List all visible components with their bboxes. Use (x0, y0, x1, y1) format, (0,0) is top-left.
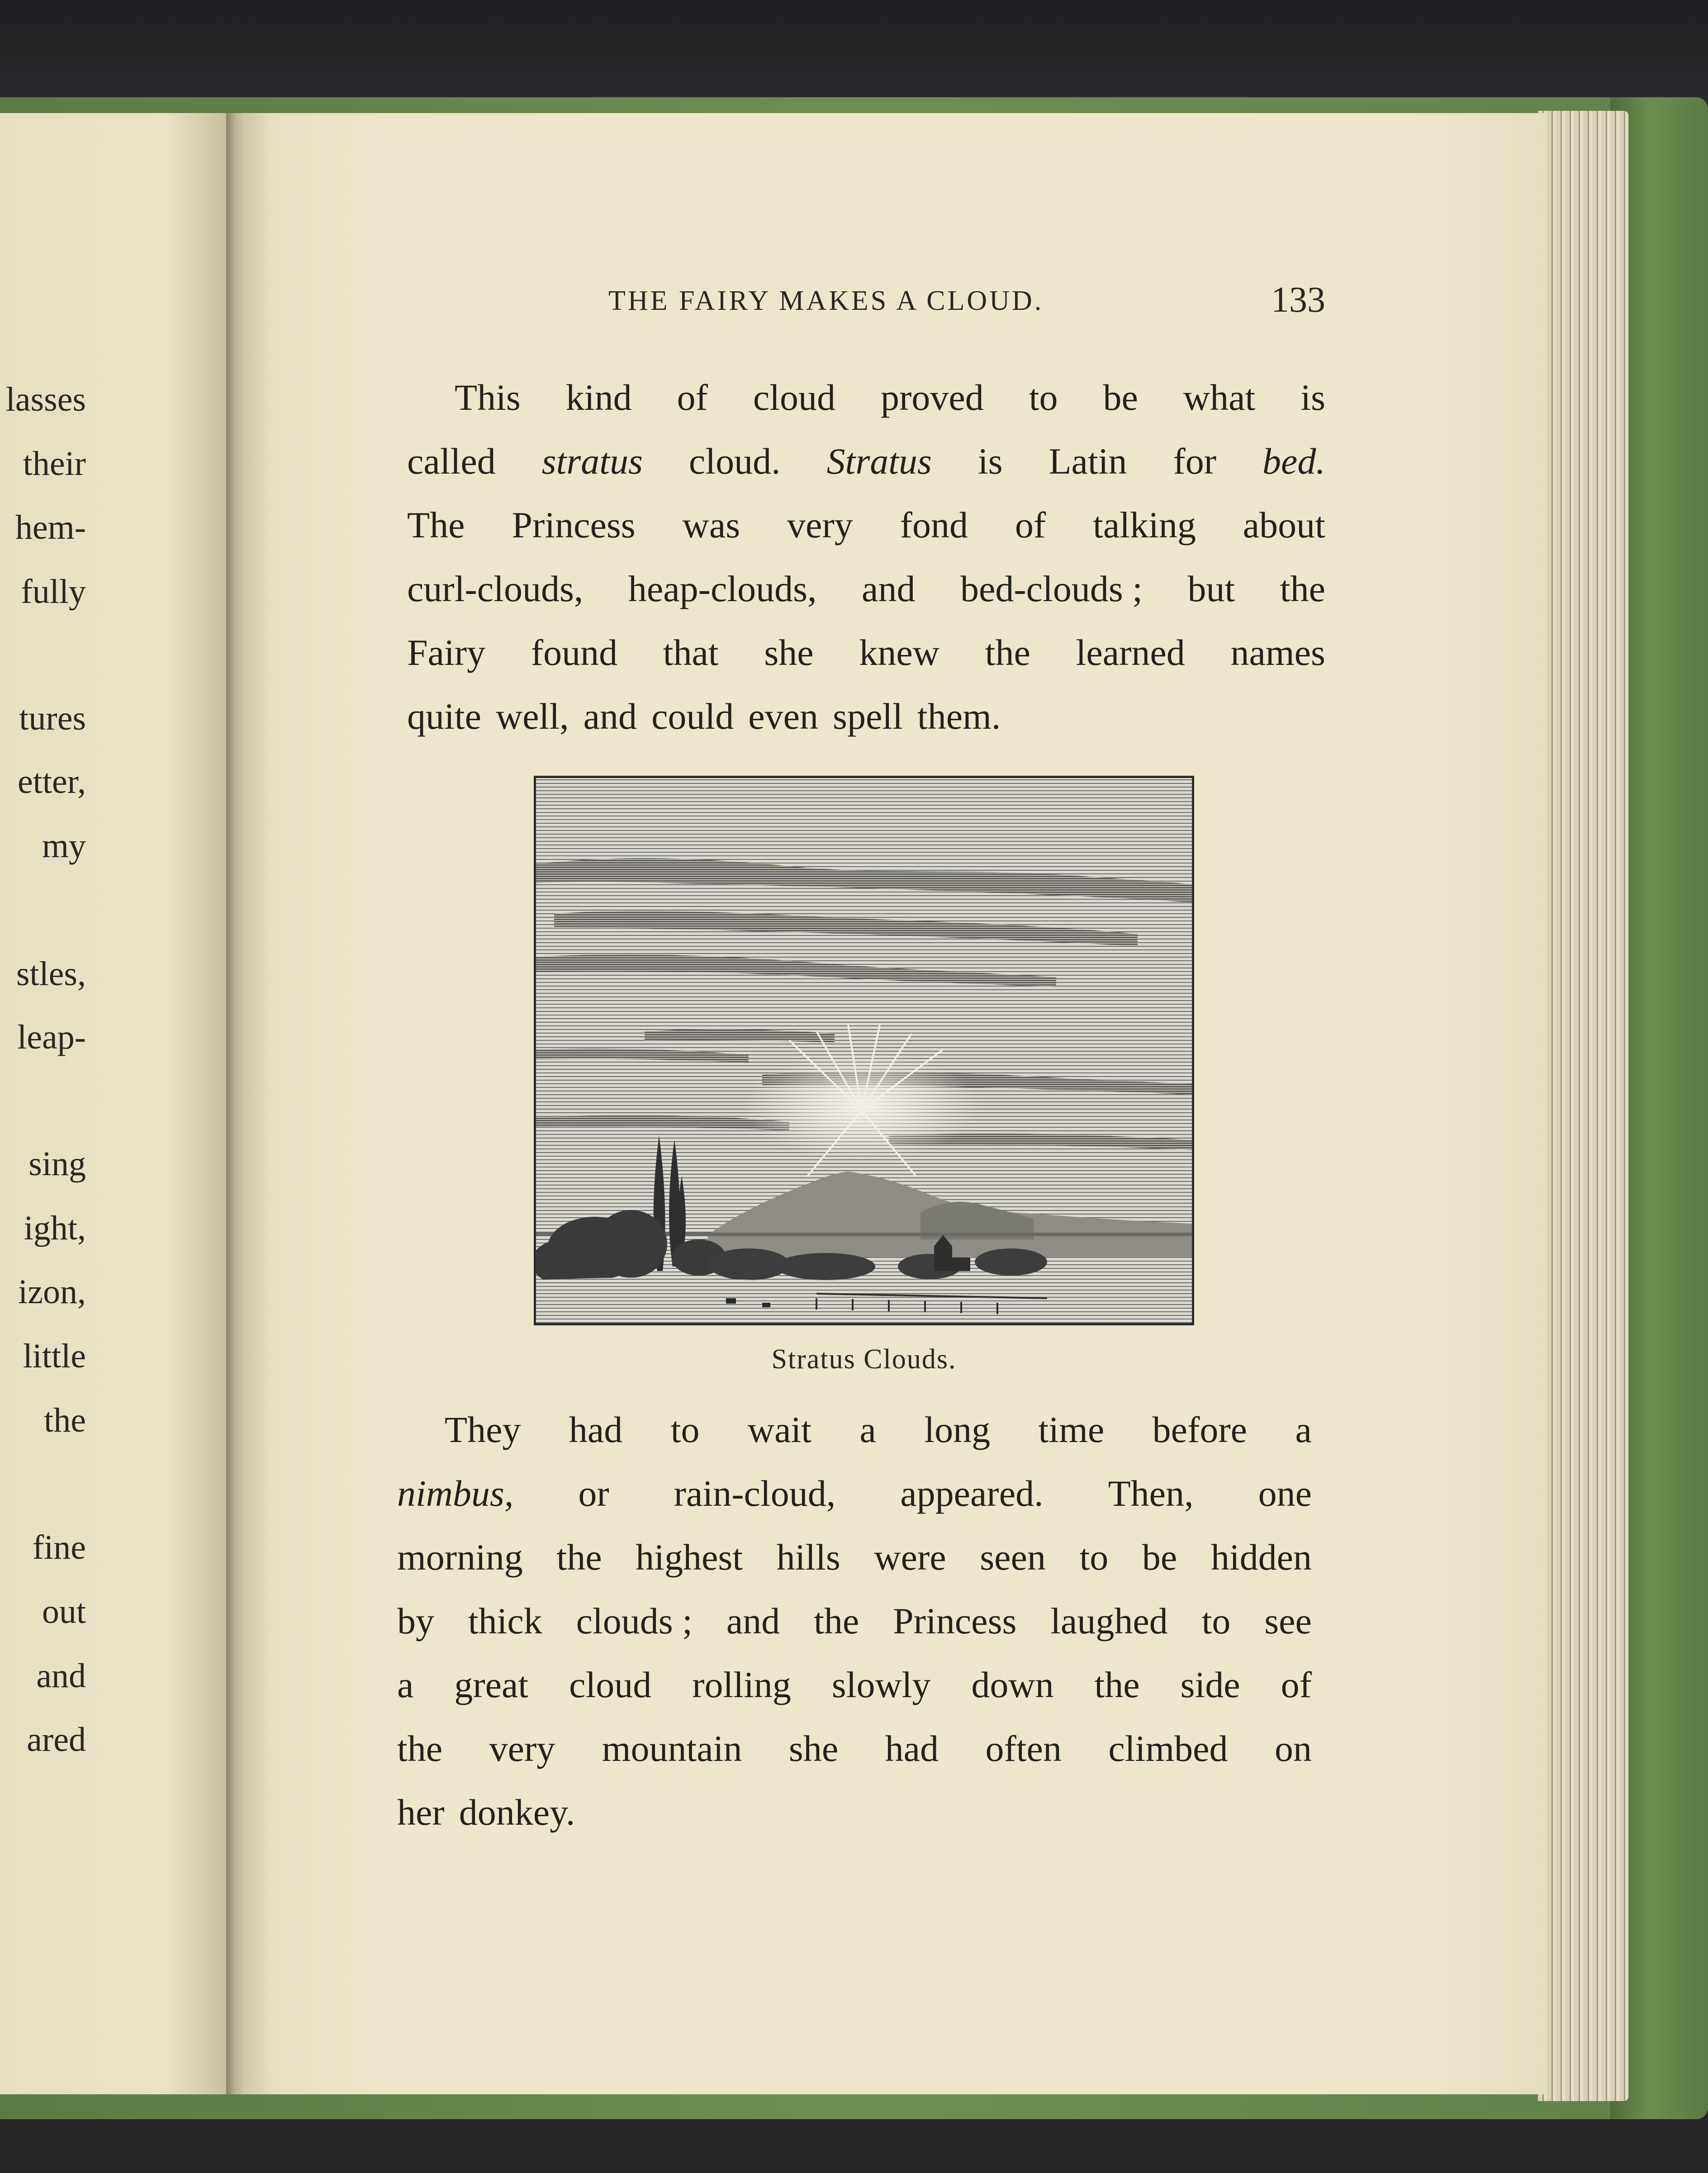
word: learned (1076, 632, 1185, 673)
italic-word: Stratus (826, 441, 932, 482)
text-line (397, 1398, 1312, 1461)
word: bed-clouds ; (960, 568, 1143, 609)
word: talking (1093, 504, 1196, 546)
word: before (1152, 1409, 1248, 1450)
left-line-fragment: out (42, 1593, 86, 1631)
word: was (682, 504, 740, 546)
word: knew (859, 632, 939, 673)
left-line-fragment: hem- (15, 508, 86, 546)
left-line-fragment: lasses (5, 380, 86, 418)
word: curl-clouds, (407, 568, 584, 609)
word: The (407, 504, 465, 546)
word: what (1183, 377, 1256, 418)
word: often (985, 1728, 1062, 1769)
word: names (1230, 632, 1325, 673)
left-line-fragment: my (42, 827, 86, 865)
word: the (556, 1537, 602, 1578)
left-line-fragment: tures (19, 699, 86, 737)
word: that (663, 632, 719, 673)
word: be (1103, 377, 1138, 418)
word: her (397, 1792, 445, 1833)
word: she (764, 632, 814, 673)
word: to (1201, 1600, 1231, 1642)
word: Fairy (407, 632, 486, 673)
word: a (1295, 1409, 1312, 1450)
word: rain-cloud, (674, 1473, 836, 1514)
word: cloud (753, 377, 836, 418)
word: down (971, 1664, 1054, 1705)
word: the (814, 1600, 859, 1642)
word: wait (747, 1409, 812, 1450)
paragraph-2 (397, 1398, 1312, 1844)
word: mountain (602, 1728, 742, 1769)
word: kind (565, 377, 632, 418)
word: morning (397, 1537, 523, 1578)
word: to (1079, 1537, 1109, 1578)
word: and (726, 1600, 780, 1642)
word: the (1280, 568, 1325, 609)
word: and (583, 696, 637, 737)
word: even (748, 696, 819, 737)
left-line-fragment: their (23, 445, 86, 483)
left-line-fragment: ared (27, 1721, 86, 1759)
word: They (445, 1409, 521, 1450)
left-line-fragment: little (23, 1337, 86, 1375)
word: to (670, 1409, 700, 1450)
word: hills (776, 1537, 840, 1578)
word: a (859, 1409, 876, 1450)
word: rolling (692, 1664, 791, 1705)
word: proved (881, 377, 984, 418)
word: clouds ; (576, 1600, 693, 1642)
left-line-fragment: fully (21, 573, 86, 611)
word: This (455, 377, 521, 418)
word: of (1015, 504, 1046, 546)
word: about (1243, 504, 1325, 546)
word: laughed (1050, 1600, 1168, 1642)
word: great (454, 1664, 529, 1705)
word: see (1264, 1600, 1312, 1642)
italic-word: stratus (541, 441, 643, 482)
text-line (407, 365, 1325, 429)
text-line (397, 1589, 1312, 1653)
word: is (1300, 377, 1325, 418)
word: be (1142, 1537, 1177, 1578)
engraving-drawing (536, 778, 1192, 1323)
word: long (924, 1409, 991, 1450)
left-line-fragment: leap- (17, 1018, 86, 1056)
italic-word: nimbus, (397, 1473, 514, 1514)
word: were (874, 1537, 946, 1578)
left-line-fragment: izon, (18, 1273, 86, 1311)
text-line (407, 621, 1325, 684)
page-number: 133 (1271, 280, 1325, 320)
word: the (985, 632, 1030, 673)
illustration-caption: Stratus Clouds. (771, 1344, 957, 1375)
left-line-fragment: the (44, 1401, 86, 1439)
word: one (1258, 1473, 1312, 1514)
word: could (651, 696, 734, 737)
word: well, (495, 696, 569, 737)
word: cloud. (688, 441, 781, 482)
word: Princess (893, 1600, 1017, 1642)
word: spell (833, 696, 903, 737)
word: time (1038, 1409, 1105, 1450)
left-line-fragment: sing (28, 1145, 86, 1183)
word: of (1281, 1664, 1312, 1705)
word: a (397, 1664, 414, 1705)
page-block-edges (1538, 111, 1628, 2101)
word: very (489, 1728, 555, 1769)
running-head: THE FAIRY MAKES A CLOUD. (608, 285, 1044, 316)
table-background (0, 0, 1708, 104)
text-line (397, 1525, 1312, 1589)
word: donkey. (459, 1792, 575, 1833)
word: very (787, 504, 853, 546)
word: Princess (512, 504, 636, 546)
word: cloud (569, 1664, 652, 1705)
left-line-fragment: ight, (24, 1209, 86, 1247)
text-line (397, 1780, 1312, 1844)
word: the (1094, 1664, 1140, 1705)
word: is (977, 441, 1003, 482)
word: slowly (831, 1664, 931, 1705)
text-line (407, 429, 1325, 493)
word: but (1187, 568, 1235, 609)
word: had (569, 1409, 623, 1450)
word: by (397, 1600, 434, 1642)
left-line-fragment: stles, (16, 955, 86, 993)
text-line (397, 1717, 1312, 1780)
text-line (397, 1653, 1312, 1717)
word: quite (407, 696, 481, 737)
word: highest (636, 1537, 743, 1578)
word: side (1180, 1664, 1240, 1705)
word: she (788, 1728, 839, 1769)
word: to (1029, 377, 1058, 418)
left-line-fragment: etter, (18, 763, 86, 801)
word: Then, (1108, 1473, 1194, 1514)
text-line (407, 557, 1325, 621)
word: heap-clouds, (628, 568, 817, 609)
word: fond (900, 504, 968, 546)
word: called (407, 441, 496, 482)
word: thick (468, 1600, 542, 1642)
word: of (677, 377, 708, 418)
word: had (885, 1728, 939, 1769)
word: on (1274, 1728, 1312, 1769)
word: seen (980, 1537, 1046, 1578)
book-gutter (226, 113, 244, 2094)
word: climbed (1108, 1728, 1228, 1769)
word: found (531, 632, 618, 673)
left-line-fragment: fine (32, 1528, 86, 1566)
text-line (407, 684, 1325, 748)
word: and (862, 568, 916, 609)
text-line (397, 1461, 1312, 1525)
italic-word: bed. (1262, 441, 1325, 482)
word: or (578, 1473, 609, 1514)
word: them. (917, 696, 1001, 737)
left-line-fragment: and (36, 1657, 86, 1695)
paragraph-1 (407, 365, 1325, 748)
left-page (0, 113, 235, 2094)
word: the (397, 1728, 443, 1769)
word: appeared. (900, 1473, 1044, 1514)
text-line (407, 493, 1325, 557)
word: hidden (1210, 1537, 1312, 1578)
stratus-clouds-engraving (534, 776, 1194, 1325)
word: Latin (1049, 441, 1127, 482)
word: for (1173, 441, 1217, 482)
